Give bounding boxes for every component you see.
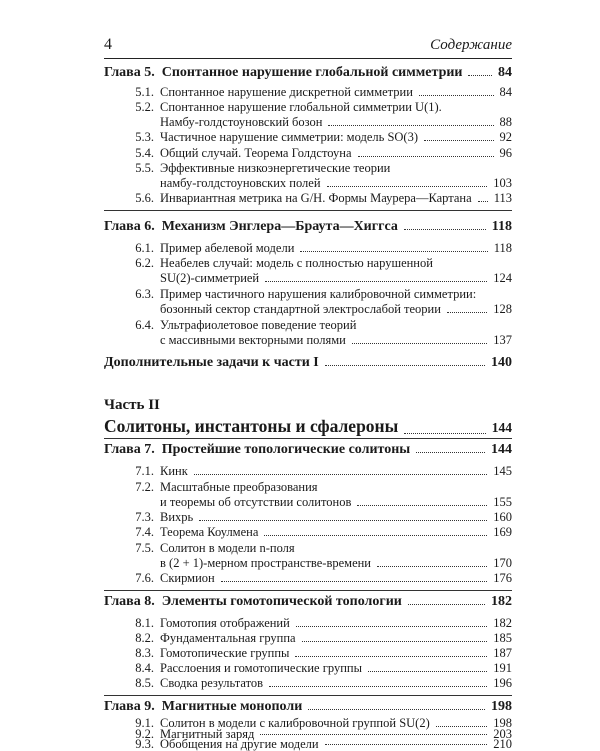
section-title: Пример частичного нарушения калибровочной симметрии:: [160, 287, 477, 301]
section-number: 9.2.: [135, 727, 154, 741]
toc-section-6-1[interactable]: [104, 241, 512, 256]
page-ref: 170: [493, 556, 512, 570]
section-number: 7.6.: [135, 571, 154, 585]
section-number: 7.3.: [135, 510, 154, 524]
dot-leader: [436, 725, 488, 727]
section-title: Масштабные преобразования: [160, 480, 318, 494]
dot-leader: [352, 342, 487, 344]
dot-leader: [357, 504, 487, 506]
page-ref: 182: [493, 616, 512, 630]
page-ref: 198: [493, 716, 512, 730]
page-ref: 128: [493, 302, 512, 316]
section-title-cont: в (2 + 1)-мерном пространстве-времени: [160, 556, 371, 570]
page-ref: 169: [493, 525, 512, 539]
page-ref: 84: [499, 85, 512, 99]
running-title: Содержание: [430, 37, 512, 53]
chapter-title: Спонтанное нарушение глобальной симметрии: [161, 65, 463, 80]
dot-leader: [264, 534, 487, 536]
toc-chapter-9[interactable]: [104, 699, 512, 714]
section-number: 6.3.: [135, 287, 154, 301]
dot-leader: [302, 640, 488, 642]
page-ref: 182: [491, 594, 512, 609]
page-ref: 210: [493, 737, 512, 751]
toc-section-6-2[interactable]: [104, 256, 512, 271]
toc-section-6-3[interactable]: [104, 287, 512, 302]
section-number: 7.2.: [135, 480, 154, 494]
divider: [104, 590, 512, 591]
toc-section-5-3[interactable]: [104, 130, 512, 145]
toc-section-5-2[interactable]: [104, 100, 512, 115]
section-title-cont: бозонный сектор стандартной электрослабой теории: [160, 302, 441, 316]
toc-section-6-2-cont[interactable]: [104, 271, 512, 286]
section-title: Спонтанное нарушение дискретной симметрии: [160, 85, 413, 99]
toc-section-6-4-cont[interactable]: [104, 333, 512, 348]
dot-leader: [221, 580, 488, 582]
dot-leader: [416, 451, 485, 453]
section-title: Спонтанное нарушение глобальной симметрии U(1).: [160, 100, 442, 114]
section-title: Пример абелевой модели: [160, 241, 295, 255]
toc-chapter-5[interactable]: [104, 65, 512, 80]
dot-leader: [404, 432, 485, 434]
section-title: Сводка результатов: [160, 676, 264, 690]
chapter-label: Глава 7.: [104, 442, 155, 457]
section-title: Магнитный заряд: [160, 727, 255, 741]
dot-leader: [468, 74, 492, 76]
section-number: 5.4.: [135, 146, 154, 160]
dot-leader: [327, 185, 488, 187]
toc-section-7-3[interactable]: [104, 510, 512, 525]
dot-leader: [404, 228, 486, 230]
section-number: 5.3.: [135, 130, 154, 144]
chapter-title: Дополнительные задачи к части I: [104, 355, 319, 370]
page-ref: 96: [499, 146, 512, 160]
section-number: 7.1.: [135, 464, 154, 478]
dot-leader: [325, 743, 488, 745]
section-number: 5.2.: [135, 100, 154, 114]
divider: [104, 438, 512, 439]
section-number: 8.2.: [135, 631, 154, 645]
section-title: Расслоения и гомотопические группы: [160, 661, 362, 675]
page-ref: 160: [493, 510, 512, 524]
toc-section-8-5[interactable]: [104, 676, 512, 691]
section-title-cont: намбу-голдстоуновских полей: [160, 176, 321, 190]
section-title: Гомотопические группы: [160, 646, 290, 660]
toc-section-5-2-cont[interactable]: [104, 115, 512, 130]
dot-leader: [260, 733, 487, 735]
page-ref: 92: [499, 130, 512, 144]
page-ref: 196: [493, 676, 512, 690]
section-title: Инвариантная метрика на G/H. Формы Маурера—Картана: [160, 191, 472, 205]
page-ref: 144: [491, 420, 512, 435]
dot-leader: [296, 625, 487, 627]
section-title: Гомотопия отображений: [160, 616, 290, 630]
toc-section-5-1[interactable]: [104, 85, 512, 100]
section-title: Фундаментальная группа: [160, 631, 296, 645]
toc-section-6-3-cont[interactable]: [104, 302, 512, 317]
dot-leader: [368, 670, 487, 672]
toc-section-6-4[interactable]: [104, 318, 512, 333]
section-title: Солитон в модели n-поля: [160, 541, 295, 555]
toc-section-8-2[interactable]: [104, 631, 512, 646]
toc-section-7-6[interactable]: [104, 571, 512, 586]
section-number: 7.4.: [135, 525, 154, 539]
section-title: Кинк: [160, 464, 188, 478]
toc-section-7-5-cont[interactable]: [104, 556, 512, 571]
toc-section-8-1[interactable]: [104, 616, 512, 631]
page-ref: 191: [493, 661, 512, 675]
chapter-title: Механизм Энглера—Браута—Хиггса: [161, 219, 398, 234]
section-number: 5.1.: [135, 85, 154, 99]
dot-leader: [308, 708, 485, 710]
chapter-label: Глава 8.: [104, 594, 155, 609]
page-ref: 187: [493, 646, 512, 660]
page-ref: 137: [493, 333, 512, 347]
dot-leader: [325, 364, 485, 366]
section-number: 8.5.: [135, 676, 154, 690]
toc-chapter-8[interactable]: [104, 594, 512, 609]
section-title-cont: SU(2)-симметрией: [160, 271, 260, 285]
dot-leader: [300, 250, 487, 252]
section-title: Обобщения на другие модели: [160, 737, 319, 751]
dot-leader: [419, 94, 494, 96]
toc-section-9-3[interactable]: [104, 739, 512, 749]
page-number: 4: [104, 36, 112, 53]
chapter-label: Глава 9.: [104, 699, 155, 714]
page-ref: 155: [493, 495, 512, 509]
part-title: Солитоны, инстантоны и сфалероны: [104, 416, 399, 436]
section-number: 8.3.: [135, 646, 154, 660]
divider: [104, 695, 512, 696]
section-number: 5.6.: [135, 191, 154, 205]
dot-leader: [358, 155, 494, 157]
section-title: Общий случай. Теорема Голдстоуна: [160, 146, 352, 160]
page-ref: 84: [498, 65, 512, 80]
toc-section-8-3[interactable]: [104, 646, 512, 661]
page-ref: 88: [499, 115, 512, 129]
section-number: 8.4.: [135, 661, 154, 675]
section-number: 9.3.: [135, 737, 154, 751]
dot-leader: [424, 139, 494, 141]
section-title: Теорема Коулмена: [160, 525, 259, 539]
toc-section-5-5[interactable]: [104, 161, 512, 176]
toc-chapter-7[interactable]: [104, 442, 512, 457]
toc-extra-problems[interactable]: [104, 355, 512, 370]
section-number: 6.1.: [135, 241, 154, 255]
toc-chapter-6[interactable]: [104, 219, 512, 234]
toc-section-7-2[interactable]: [104, 480, 512, 495]
page-ref: 145: [493, 464, 512, 478]
dot-leader: [269, 685, 487, 687]
page-ref: 118: [493, 241, 512, 255]
toc-section-7-4[interactable]: [104, 525, 512, 540]
section-title-cont: Намбу-голдстоуновский бозон: [160, 115, 323, 129]
page-ref: 113: [493, 191, 512, 205]
chapter-title: Простейшие топологические солитоны: [161, 442, 411, 457]
chapter-title: Магнитные монополи: [161, 699, 303, 714]
toc-section-5-6[interactable]: [104, 191, 512, 206]
dot-leader: [199, 519, 487, 521]
section-number: 6.2.: [135, 256, 154, 270]
toc-section-8-4[interactable]: [104, 661, 512, 676]
section-title: Вихрь: [160, 510, 194, 524]
section-number: 6.4.: [135, 318, 154, 332]
page-ref: 185: [493, 631, 512, 645]
chapter-label: Глава 5.: [104, 65, 155, 80]
page-ref: 118: [491, 219, 512, 234]
page-ref: 140: [491, 355, 512, 370]
page-ref: 176: [493, 571, 512, 585]
section-title-cont: с массивными векторными полями: [160, 333, 346, 347]
section-title: Частичное нарушение симметрии: модель SO(3): [160, 130, 418, 144]
dot-leader: [295, 655, 487, 657]
section-number: 9.1.: [135, 716, 154, 730]
dot-leader: [447, 311, 487, 313]
section-number: 7.5.: [135, 541, 154, 555]
page-ref: 144: [491, 442, 512, 457]
dot-leader: [377, 565, 487, 567]
toc-part-2[interactable]: [104, 416, 512, 438]
section-title: Ультрафиолетовое поведение теорий: [160, 318, 357, 332]
chapter-label: Глава 6.: [104, 219, 155, 234]
dot-leader: [408, 603, 485, 605]
chapter-title: Элементы гомотопической топологии: [161, 594, 402, 609]
dot-leader: [265, 280, 487, 282]
part-label: Часть II: [104, 397, 160, 413]
dot-leader: [194, 473, 487, 475]
dot-leader: [328, 124, 493, 126]
toc-section-7-1[interactable]: [104, 464, 512, 479]
section-title: Эффективные низкоэнергетические теории: [160, 161, 391, 175]
toc-section-7-2-cont[interactable]: [104, 495, 512, 510]
section-title-cont: и теоремы об отсутствии солитонов: [160, 495, 352, 509]
section-title: Солитон в модели с калибровочной группой SU(2): [160, 716, 430, 730]
toc-section-7-5[interactable]: [104, 541, 512, 556]
divider: [104, 210, 512, 211]
section-number: 5.5.: [135, 161, 154, 175]
page-ref: 103: [493, 176, 512, 190]
toc-section-5-5-cont[interactable]: [104, 176, 512, 191]
page-ref: 203: [493, 727, 512, 741]
page-ref: 124: [493, 271, 512, 285]
dot-leader: [478, 200, 488, 202]
page-ref: 198: [491, 699, 512, 714]
running-header: [104, 36, 512, 59]
toc-section-5-4[interactable]: [104, 146, 512, 161]
section-title: Неабелев случай: модель с полностью нарушенной: [160, 256, 433, 270]
section-number: 8.1.: [135, 616, 154, 630]
section-title: Скирмион: [160, 571, 215, 585]
